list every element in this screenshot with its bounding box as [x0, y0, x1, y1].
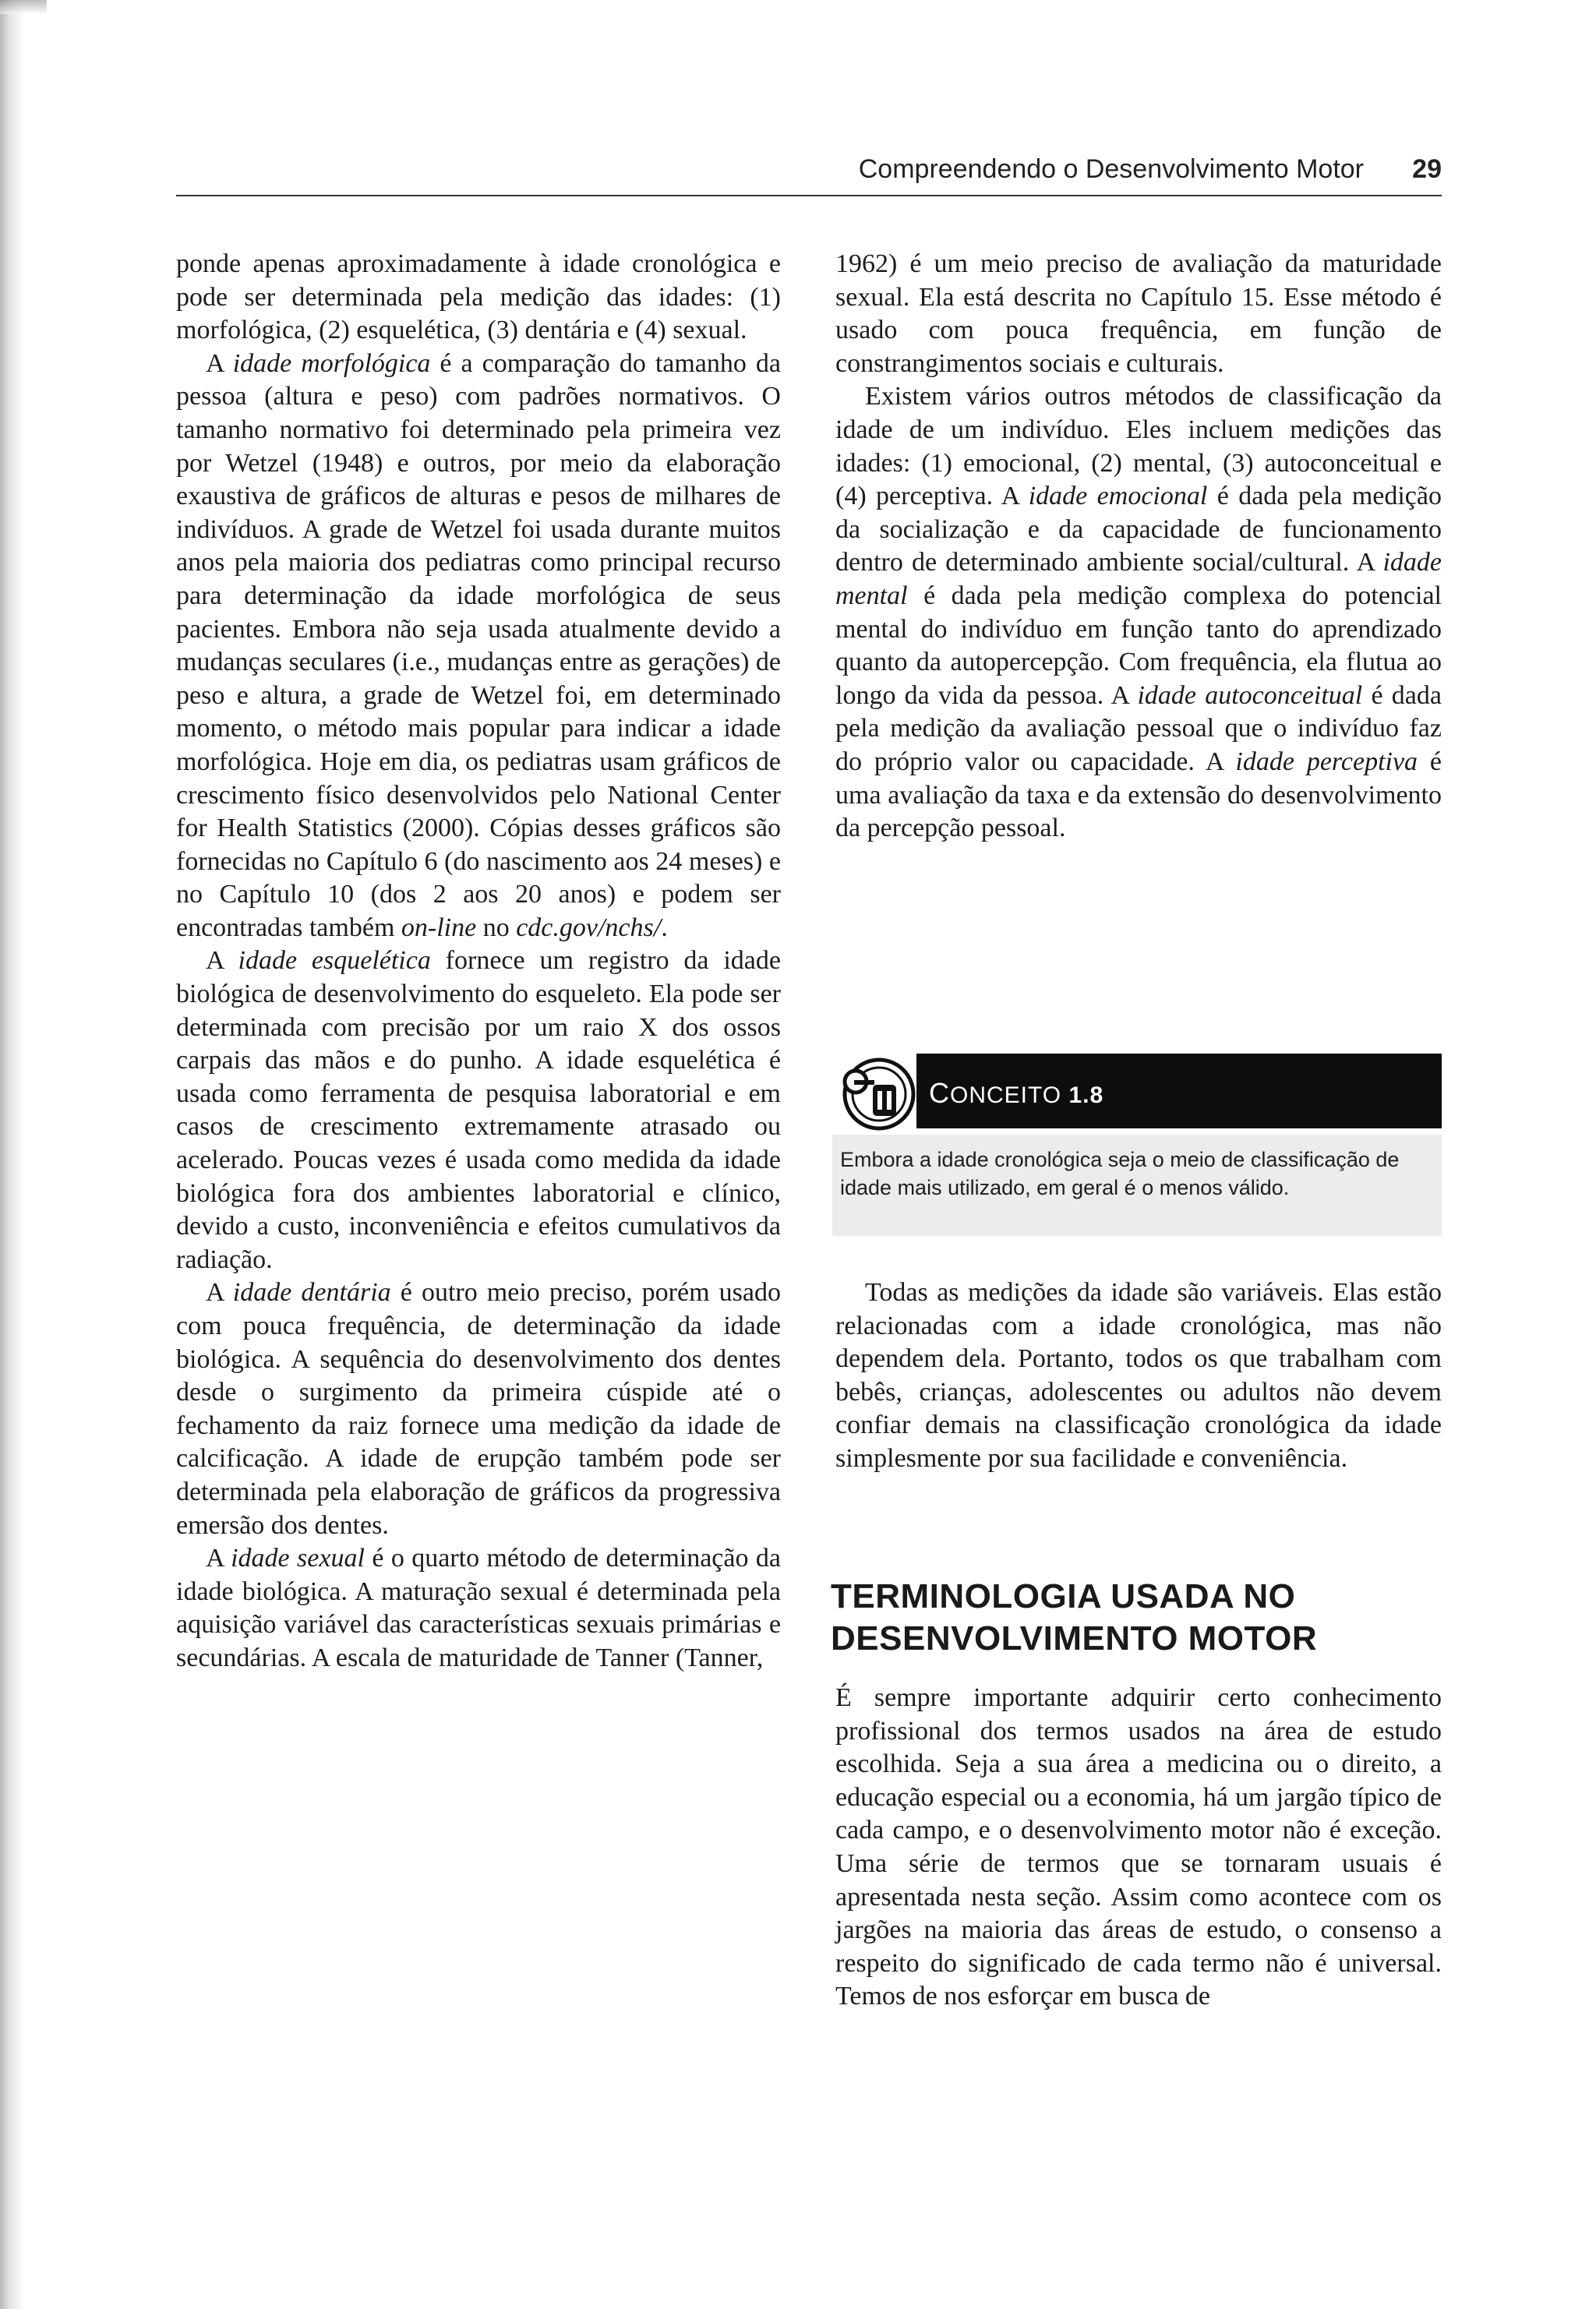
- paragraph-dental-age: A idade dentária é outro meio preciso, porém usado com pouca frequência, de determinação da idade biológica. A sequência do desenvolvimento dos dentes desde o surgimento da primeira cúspide até o fechamento da raiz fornece uma medição da idade de calcificação. A idade de erupção também pode ser determinada pela elaboração de gráficos da progressiva emersão dos dentes.: [176, 1278, 781, 1540]
- running-header: [176, 154, 1442, 193]
- header-rule: [176, 195, 1442, 196]
- paragraph: ponde apenas aproximadamente à idade cronológica e pode ser determinada pela medição das idades: (1) morfológica, (2) esquelética, (3) dentária e (4) sexual.: [176, 249, 781, 345]
- left-column: [176, 248, 781, 1675]
- concept-text-box: [832, 1135, 1442, 1236]
- concept-text: Embora a idade cronológica seja o meio de classificação de idade mais utilizado, em geral é o menos válido.: [840, 1148, 1400, 1199]
- right-column-middle: [835, 1276, 1442, 1476]
- term-skeletal-age: idade esquelética: [238, 946, 431, 976]
- page-number: 29: [1412, 154, 1442, 184]
- paragraph-other-ages: Existem vários outros métodos de classificação da idade de um indivíduo. Eles incluem medições das idades: (1) emocional, (2) mental, (3) autoconceitual e (4) perceptiva. A idade emocional é dada pela medição da socialização e da capacidade de funcionamento dentro de determinado ambiente social/cultural. A idade mental é dada pela medição complexa do potencial mental do indivíduo em função tanto do aprendizado quanto da autopercepção. Com frequência, ela flutua ao longo da vida da pessoa. A idade autoconceitual é dada pela medição da avaliação pessoal que o indivíduo faz do próprio valor ou capacidade. A idade perceptiva é uma avaliação da taxa e da extensão do desenvolvimento da percepção pessoal.: [835, 382, 1442, 843]
- scan-corner-mark: [0, 0, 47, 14]
- term-online: on-line: [401, 913, 477, 942]
- paragraph-skeletal-age: A idade esquelética fornece um registro da idade biológica de desenvolvimento do esqueleto. Ela pode ser determinada com precisão por um raio X dos ossos carpais das mãos e do punho. A idade esquelética é usada como ferramenta de pesquisa laboratorial e em casos de crescimento extremamente atrasado ou acelerado. Poucas vezes é usada como medida da idade biológica fora dos ambientes laboratorial e clínico, devido a custo, inconveniência e efeitos cumulativos da radiação.: [176, 946, 781, 1274]
- running-title: Compreendendo o Desenvolvimento Motor: [858, 154, 1364, 184]
- term-mental-age: idade mental: [835, 548, 1442, 610]
- term-emotional-age: idade emocional: [1028, 482, 1208, 511]
- page-gutter-shadow: [0, 0, 25, 2309]
- url-text: cdc.gov/nchs/: [516, 913, 662, 942]
- term-sexual-age: idade sexual: [231, 1544, 365, 1573]
- concept-number: 1.8: [1068, 1082, 1104, 1108]
- paragraph: É sempre importante adquirir certo conhecimento profissional dos termos usados na área de estudo escolhida. Seja a sua área a medicina ou o direito, a educação especial ou a economia, há um jargão típico de cada campo, e o desenvolvimento motor não é exceção. Uma série de termos que se tornaram usuais é apresentada nesta seção. Assim como acontece com os jargões na maioria das áreas de estudo, o consenso a respeito do significado de cada termo não é universal. Temos de nos esforçar em busca de: [835, 1683, 1442, 2011]
- term-dental-age: idade dentária: [232, 1278, 391, 1308]
- term-self-concept-age: idade autoconceitual: [1137, 680, 1363, 710]
- right-column-bottom: [835, 1682, 1442, 2014]
- section-heading: TERMINOLOGIA USADA NO DESENVOLVIMENTO MOTOR: [831, 1577, 1318, 1658]
- right-column-top: [835, 248, 1442, 846]
- term-perceptual-age: idade perceptiva: [1235, 747, 1418, 776]
- paragraph-morphological-age: A idade morfológica é a comparação do tamanho da pessoa (altura e peso) com padrões normativos. O tamanho normativo foi determinado pela primeira vez por Wetzel (1948) e outros, por meio da elaboração exaustiva de gráficos de alturas e pesos de milhares de indivíduos. A grade de Wetzel foi usada durante muitos anos pela maioria dos pediatras como principal recurso para determinação da idade morfológica de seus pacientes. Embora não seja usada atualmente devido a mudanças seculares (i.e., mudanças entre as gerações) de peso e altura, a grade de Wetzel foi, em determinado momento, o método mais popular para indicar a idade morfológica. Hoje em dia, os pediatras usam gráficos de crescimento físico desenvolvidos pelo National Center for Health Statistics (2000). Cópias desses gráficos são fornecidas no Capítulo 6 (do nascimento aos 24 meses) e no Capítulo 10 (dos 2 aos 20 anos) e podem ser encontradas também on-line no cdc.gov/nchs/.: [176, 348, 781, 942]
- paragraph: Todas as medições da idade são variáveis. Elas estão relacionadas com a idade cronológica, mas não dependem dela. Portanto, todos os que trabalham com bebês, crianças, adolescentes ou adultos não devem confiar demais na classificação cronológica da idade simplesmente por sua facilidade e conveniência.: [835, 1278, 1442, 1473]
- paragraph-sexual-age: A idade sexual é o quarto método de determinação da idade biológica. A maturação sexual é determinada pela aquisição variável das características sexuais primárias e secundárias. A escala de maturidade de Tanner (Tanner,: [176, 1544, 781, 1672]
- concept-label: CONCEITO 1.8: [929, 1077, 1104, 1109]
- term-morphological-age: idade morfológica: [232, 348, 431, 378]
- key-icon: [832, 1054, 926, 1139]
- paragraph: 1962) é um meio preciso de avaliação da maturidade sexual. Ela está descrita no Capítulo 15. Esse método é usado com pouca frequência, em função de constrangimentos sociais e culturais.: [835, 249, 1442, 378]
- concept-box: [832, 1054, 1442, 1241]
